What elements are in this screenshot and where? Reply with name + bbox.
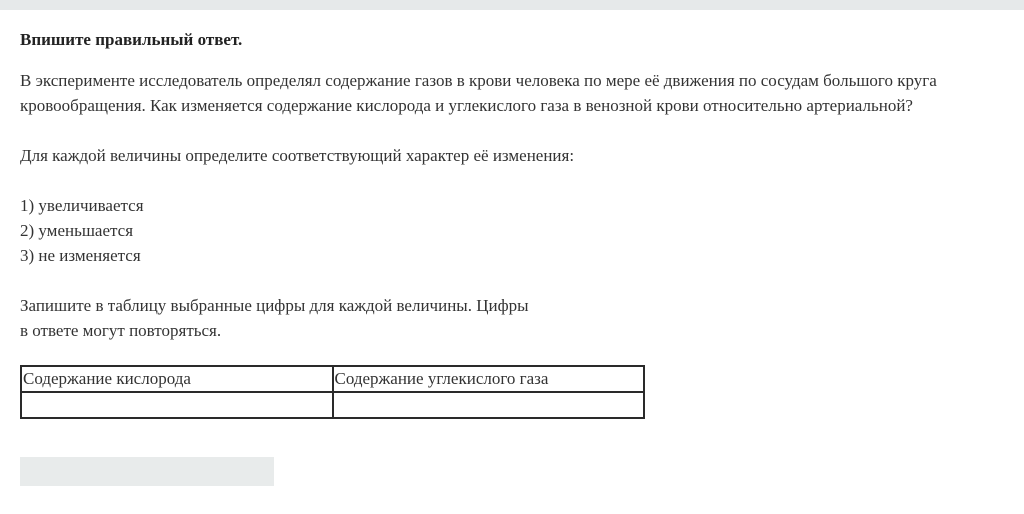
column-header-oxygen: Содержание кислорода xyxy=(21,366,333,392)
options-list xyxy=(20,193,1010,268)
top-bar xyxy=(0,0,1024,10)
option-item: 1) увеличивается xyxy=(20,196,144,215)
carbon-dioxide-answer-input[interactable] xyxy=(335,394,643,416)
instruction-line: Запишите в таблицу выбранные цифры для каждой величины. Цифры xyxy=(20,296,529,315)
task-question xyxy=(20,68,1010,118)
task-heading: Впишите правильный ответ. xyxy=(20,30,243,49)
question-line: кровообращения. Как изменяется содержание кислорода и углекислого газа в венозной крови относительно артериальной? xyxy=(20,96,913,115)
option-item: 3) не изменяется xyxy=(20,246,141,265)
answer-cell-carbon-dioxide[interactable] xyxy=(333,392,645,418)
answer-table-header-row xyxy=(21,366,644,392)
answer-instruction xyxy=(20,293,1010,343)
answer-cell-oxygen[interactable] xyxy=(21,392,333,418)
question-line: В эксперименте исследователь определял содержание газов в крови человека по мере её движения по сосудам большого круга xyxy=(20,71,937,90)
submit-button-placeholder[interactable] xyxy=(20,457,274,486)
instruction-line: в ответе могут повторяться. xyxy=(20,321,222,340)
option-item: 2) уменьшается xyxy=(20,221,134,240)
task-content xyxy=(20,27,1010,343)
column-header-carbon-dioxide: Содержание углекислого газа xyxy=(333,366,645,392)
task-instruction: Для каждой величины определите соответствующий характер её изменения: xyxy=(20,146,575,165)
answer-table xyxy=(20,365,645,419)
oxygen-answer-input[interactable] xyxy=(23,394,331,416)
answer-table-input-row xyxy=(21,392,644,418)
